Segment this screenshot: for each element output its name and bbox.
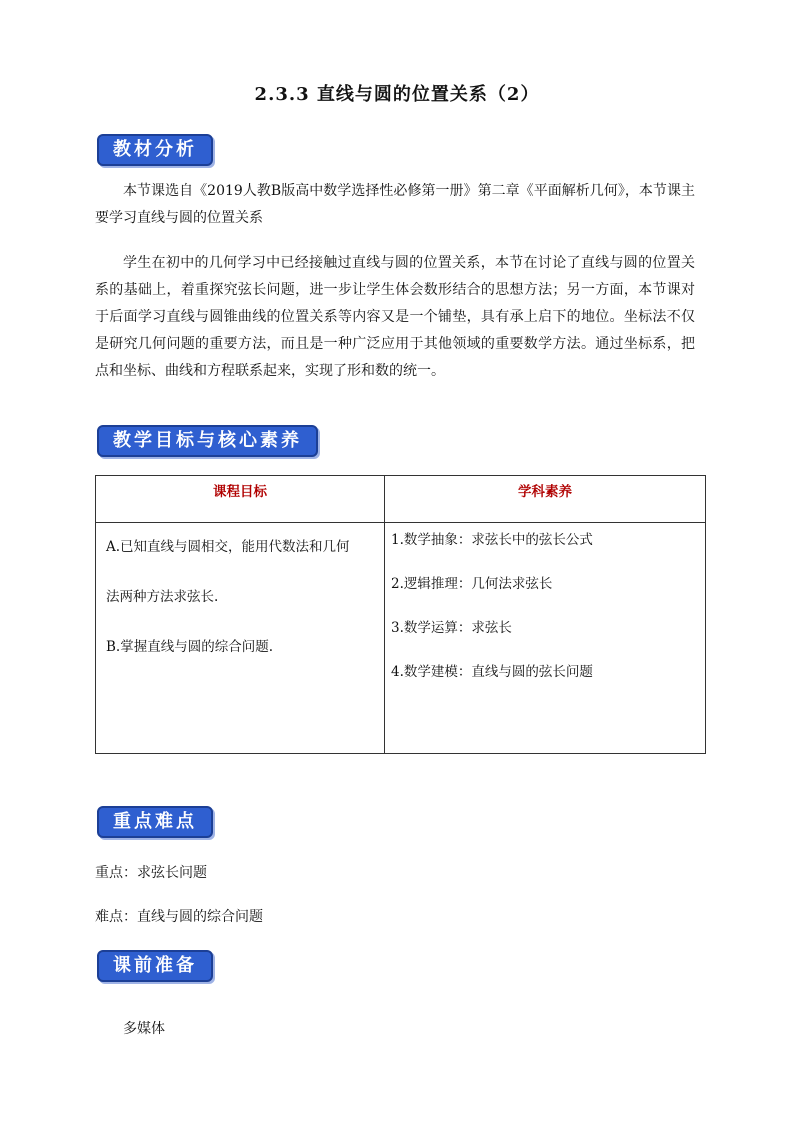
- key-point: 重点：求弦长问题: [95, 865, 207, 881]
- section-heading-prep: 课前准备: [97, 950, 213, 982]
- analysis-paragraph-1: 本节课选自《2019人教B版高中数学选择性必修第一册》第二章《平面解析几何》，本节课主要学习直线与圆的位置关系: [95, 183, 695, 226]
- section-heading-analysis: 教材分析: [97, 134, 213, 166]
- course-goals-cell: [96, 523, 385, 754]
- section-heading-keypoints: 重点难点: [97, 806, 213, 838]
- table-header-course-goals: 课程目标: [96, 476, 385, 523]
- literacy-item: 1.数学抽象：求弦长中的弦长公式: [391, 532, 593, 548]
- analysis-paragraph-2: 学生在初中的几何学习中已经接触过直线与圆的位置关系，本节在讨论了直线与圆的位置关系的基础上，着重探究弦长问题，进一步让学生体会数形结合的思想方法；另一方面，本节课对于后面学习直线与圆锥曲线的位置关系等内容又是一个铺垫，具有承上启下的地位。坐标法不仅是研究几何问题的重要方法，而且是一种广泛应用于其他领域的重要数学方法。通过坐标系，把点和坐标、曲线和方程联系起来，实现了形和数的统一。: [95, 255, 695, 379]
- section-heading-goals: 教学目标与核心素养: [97, 425, 318, 457]
- prep-content: 多媒体: [123, 1021, 165, 1037]
- literacy-cell: [385, 523, 706, 754]
- table-header-literacy: 学科素养: [385, 476, 706, 523]
- difficulty-point: 难点：直线与圆的综合问题: [95, 909, 263, 925]
- goal-b: B.掌握直线与圆的综合问题.: [106, 639, 274, 655]
- goal-a-line-1: A.已知直线与圆相交，能用代数法和几何: [106, 539, 350, 555]
- page-title: 2.3.3 直线与圆的位置关系（2）: [254, 84, 540, 105]
- literacy-item: 2.逻辑推理：几何法求弦长: [391, 576, 553, 592]
- goals-table: [95, 475, 706, 754]
- literacy-item: 3.数学运算：求弦长: [391, 620, 512, 636]
- goal-a-line-2: 法两种方法求弦长.: [106, 589, 219, 605]
- literacy-item: 4.数学建模：直线与圆的弦长问题: [391, 664, 593, 680]
